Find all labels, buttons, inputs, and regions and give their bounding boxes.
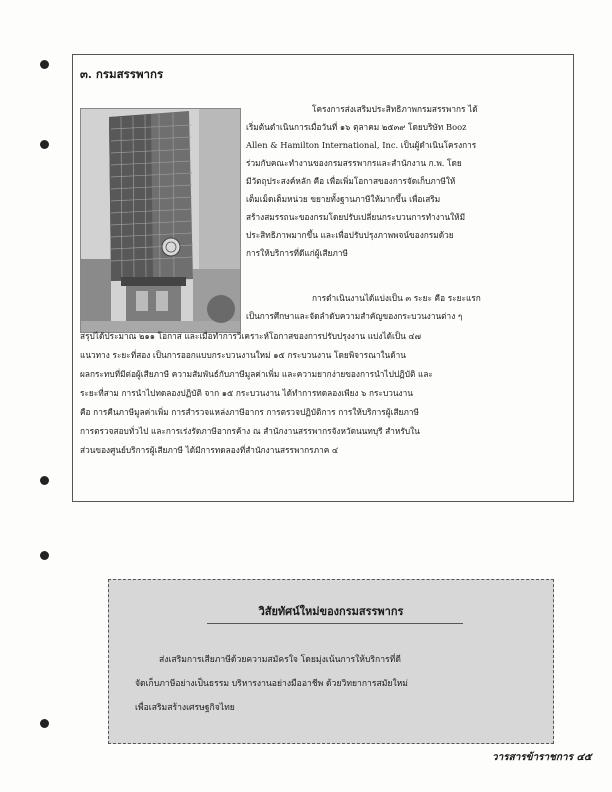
binder-hole-1 — [40, 60, 49, 69]
body-line-full-2: แนวทาง ระยะที่สอง เป็นการออกแบบกระบวนงานใหม่ ๑๕ กระบวนงาน โดยพิจารณาในด้าน — [80, 350, 406, 360]
body-line-full-5: คือ การคืนภาษีมูลค่าเพิ่ม การสำรวจแหล่งภาษีอากร การตรวจปฏิบัติการ การให้บริการผู้เสียภาษี — [80, 407, 419, 417]
vision-title: วิสัยทัศน์ใหม่ของกรมสรรพากร — [258, 605, 404, 618]
body-line-right-3: Allen & Hamilton International, Inc. เป็นผู้ดำเนินโครงการ — [246, 140, 477, 150]
binder-hole-3 — [40, 476, 49, 485]
body-line-right-2: เริ่มต้นดำเนินการเมื่อวันที่ ๑๖ ตุลาคม ๒๕๓๙ โดยบริษัท Booz — [246, 122, 467, 132]
section-heading: ๓. กรมสรรพากร — [80, 67, 164, 81]
binder-hole-4 — [40, 551, 49, 560]
body-line-right-1: โครงการส่งเสริมประสิทธิภาพกรมสรรพากร ได้ — [312, 104, 478, 114]
vision-line-2: จัดเก็บภาษีอย่างเป็นธรรม บริหารงานอย่างมืออาชีพ ด้วยวิทยาการสมัยใหม่ — [135, 679, 408, 689]
body-line-full-3: ผลกระทบที่มีต่อผู้เสียภาษี ความสัมพันธ์กับภาษีมูลค่าเพิ่ม และความยากง่ายของการนำไปปฏิบัติ และ — [80, 369, 433, 379]
vision-line-3: เพื่อเสริมสร้างเศรษฐกิจไทย — [135, 703, 235, 713]
vision-box — [108, 579, 554, 744]
body-line-full-4: ระยะที่สาม การนำไปทดลองปฏิบัติ จาก ๑๕ กระบวนงาน ได้ทำการทดลองเพียง ๖ กระบวนงาน — [80, 388, 413, 398]
body-line-right-6: เต็มเม็ดเต็มหน่วย ขยายทั้งฐานภาษีให้มากขึ้น เพื่อเสริม — [246, 194, 441, 204]
body-line-full-1: สรุปได้ประมาณ ๒๑๑ โอกาส และเมื่อทำการวิเคราะห์โอกาสของการปรับปรุงงาน แบ่งได้เป็น ๔๗ — [80, 331, 421, 341]
binder-hole-5 — [40, 719, 49, 728]
page-footer: วารสารข้าราชการ ๔๕ — [492, 752, 592, 763]
binder-hole-2 — [40, 140, 49, 149]
body-line-right-8: ประสิทธิภาพมากขึ้น และเพื่อปรับปรุงภาพพจน์ของกรมด้วย — [246, 230, 454, 240]
body-line-right-7: สร้างสมรรถนะของกรมโดยปรับเปลี่ยนกระบวนการทำงานให้มี — [246, 212, 466, 222]
body-line-right-9: การให้บริการที่ดีแก่ผู้เสียภาษี — [246, 248, 348, 258]
body-line-right-10: การดำเนินงานได้แบ่งเป็น ๓ ระยะ คือ ระยะแรก — [312, 293, 481, 303]
vision-title-underline — [207, 623, 463, 624]
body-line-right-5: มีวัตถุประสงค์หลัก คือ เพื่อเพิ่มโอกาสของการจัดเก็บภาษีให้ — [246, 176, 456, 186]
vision-line-1: ส่งเสริมการเสียภาษีด้วยความสมัครใจ โดยมุ่งเน้นการให้บริการที่ดี — [159, 655, 401, 665]
body-line-full-7: ส่วนของศูนย์บริการผู้เสียภาษี ได้มีการทดลองที่สำนักงานสรรพากรภาค ๔ — [80, 445, 339, 455]
building-photo — [80, 108, 241, 333]
body-line-right-11: เป็นการศึกษาและจัดลำดับความสำคัญของกระบวนงานต่าง ๆ — [246, 311, 463, 321]
body-line-full-6: การตรวจสอบทั่วไป และการเร่งรัดภาษีอากรค้าง ณ สำนักงานสรรพากรจังหวัดนนทบุรี สำหรับใน — [80, 426, 420, 436]
body-line-right-4: ร่วมกับคณะทำงานของกรมสรรพากรและสำนักงาน ก.พ. โดย — [246, 158, 462, 168]
